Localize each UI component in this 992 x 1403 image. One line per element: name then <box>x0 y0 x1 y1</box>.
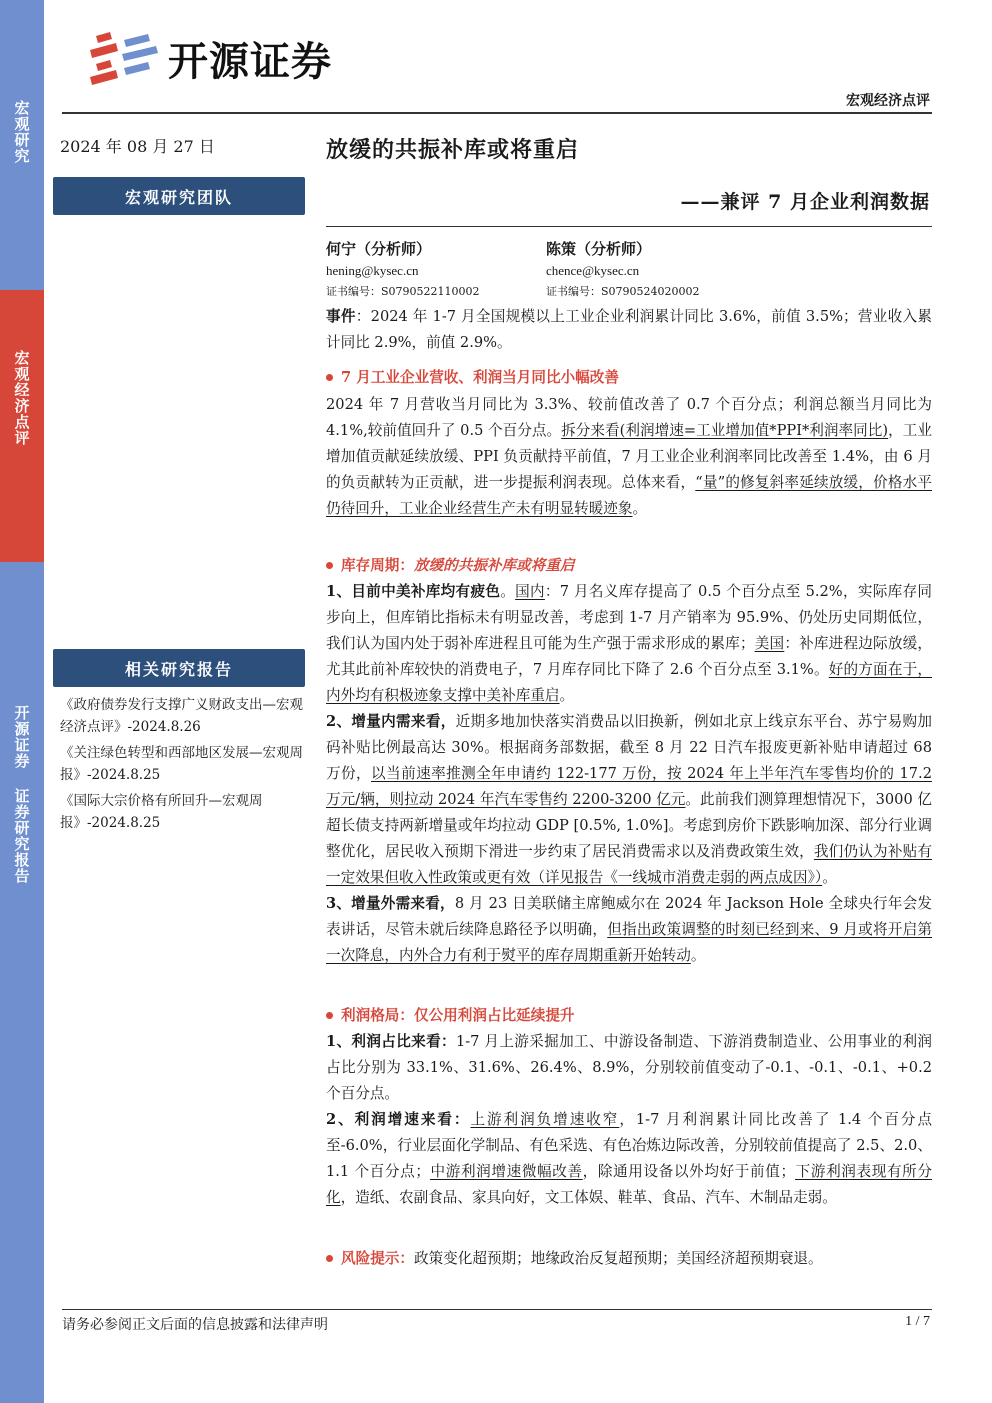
title-divider <box>326 226 932 227</box>
side-label-top: 宏观研究 <box>12 100 31 164</box>
risk-text: 政策变化超预期；地缘政治反复超预期；美国经济超预期衰退。 <box>413 1250 823 1267</box>
side-label-bottom: 开源证券 证券研究报告 <box>12 705 31 884</box>
paragraph-text: ：补库进程边际放缓，尤其此前补库较快的消费电子，7 月库存同比下降了 2.6 个百分点至 3.1%。 <box>326 635 932 678</box>
footer-disclaimer: 请务必参阅正文后面的信息披露和法律声明 <box>62 1317 328 1333</box>
paragraph-text: ，工业增加值贡献延续放缓、PPI 负贡献持平前值，7 月工业企业利润率同比改善至 1.4%，由 6 月的负贡献转为正贡献，进一步提振利润表现。总体来看， <box>326 422 932 491</box>
underlined-text: 美国 <box>754 635 785 652</box>
analyst-cert: 证书编号：S0790522110002 <box>326 285 480 298</box>
paragraph-text: ，1-7 月利润累计同比改善了 1.4 个百分点至-6.0%，行业层面化学制品、有色采选、有色冶炼边际改善，分别较前值提高了 2.5、2.0、1.1 个百分点； <box>326 1111 932 1180</box>
underlined-text: 国内 <box>515 583 545 600</box>
related-reports-list <box>60 694 308 838</box>
related-report-item[interactable]: 《关注绿色转型和西部地区发展—宏观周报》-2024.8.25 <box>60 745 303 783</box>
analyst-name: 陈策（分析师） <box>546 240 652 258</box>
brand-name: 开源证券 <box>168 38 332 85</box>
header-divider <box>62 112 932 114</box>
paragraph-text: 。此前我们测算理想情况下，3000 亿超长债支持两新增量或年均拉动 GDP [0.5%, 1.0%]。考虑到房价下跌影响加深、部分行业调整优化，居民收入预期下滑进一步约束了居民消费需求以及消费政策生效， <box>326 791 932 860</box>
risk-note <box>326 1246 932 1272</box>
section-heading-italic: 放缓的共振补库或将重启 <box>413 557 575 574</box>
section-heading: 库存周期： <box>341 557 414 574</box>
analyst-email[interactable]: hening@kysec.cn <box>326 263 419 278</box>
analyst-card <box>326 238 536 299</box>
report-title: 放缓的共振补库或将重启 <box>326 137 580 163</box>
paragraph-text: ：7 月名义库存提高了 0.5 个百分点至 5.2%，实际库存同步向上，但库销比指标未有明显改善，考虑到 1-7 月产销率为 95.9%、仍处历史同期低位，我们认为国内处于弱补库进程且可能为生产强于需求形成的累库； <box>326 583 932 652</box>
section-heading-sub: 仅公用利润占比延续提升 <box>413 1007 575 1024</box>
paragraph-text: 近期多地加快落实消费品以旧换新，例如北京上线京东平台、苏宁易购加码补贴比例最高达 30%。根据商务部数据，截至 8 月 22 日汽车报废更新补贴申请超过 68 万份， <box>326 713 932 782</box>
paragraph-text: 1-7 月上游采掘加工、中游设备制造、下游消费制造业、公用事业的利润占比分别为 33.1%、31.6%、26.4%、8.9%，分别较前值变动了-0.1、-0.1、-0.1、+0.2 个百分点。 <box>326 1033 932 1102</box>
paragraph-text: ，造纸、农副食品、家具向好，文工体娱、鞋革、食品、汽车、木制品走弱。 <box>340 1189 837 1206</box>
item-lead: 3、增量外需来看， <box>326 895 455 912</box>
brand-mark-icon <box>86 30 158 86</box>
paragraph-text: 8 月 23 日美联储主席鲍威尔在 2024 年 Jackson Hole 全球央行年会发表讲话，尽管未就后续降息路径予以明确， <box>326 895 932 938</box>
related-label: 相关研究报告 <box>53 649 305 687</box>
paragraph-text: 。 <box>559 687 575 704</box>
report-date: 2024 年 08 月 27 日 <box>60 137 215 156</box>
section-profit-structure <box>326 1003 932 1211</box>
item-lead: 2、利润增速来看： <box>326 1111 471 1128</box>
section-sales-profit <box>326 365 932 522</box>
underlined-text: “量”的修复斜率延续放缓，价格水平仍待回升，工业企业经营生产未有明显转暖迹象 <box>326 474 932 517</box>
team-label: 宏观研究团队 <box>53 177 305 215</box>
item-lead: 2、增量内需来看， <box>326 713 456 730</box>
underlined-text: 以当前速率推测全年申请约 122-177 万份，按 2024 年上半年汽车零售均价的 17.2 万元/辆，则拉动 2024 年汽车零售约 2200-3200 亿元 <box>326 765 932 808</box>
item-lead: 1、目前中美补库均有疲色 <box>326 583 501 600</box>
bullet-dot-icon <box>326 1255 333 1262</box>
side-label-middle: 宏观经济点评 <box>12 350 31 446</box>
paragraph-text: 。 <box>632 500 648 517</box>
paragraph-text: 2024 年 7 月营收当月同比为 3.3%、较前值改善了 0.7 个百分点；利润总额当月同比为 4.1%,较前值回升了 0.5 个百分点。 <box>326 396 932 439</box>
underlined-text: 中游利润增速微幅改善 <box>429 1163 583 1180</box>
report-subtitle: ——兼评 7 月企业利润数据 <box>680 191 930 213</box>
underlined-text: 好的方面在于，内外均有积极迹象支撑中美补库重启 <box>326 661 932 704</box>
bullet-dot-icon <box>326 562 333 569</box>
bullet-dot-icon <box>326 1012 333 1019</box>
event-text: ：2024 年 1-7 月全国规模以上工业企业利润累计同比 3.6%，前值 3.5%；营业收入累计同比 2.9%，前值 2.9%。 <box>326 308 932 351</box>
section-heading: 7 月工业企业营收、利润当月同比小幅改善 <box>341 369 619 386</box>
side-strip-bottom <box>0 562 44 1403</box>
paragraph-text: ，除通用设备以外均好于前值； <box>582 1163 796 1180</box>
section-inventory-cycle <box>326 553 932 969</box>
related-report-item[interactable]: 《政府债券发行支撑广义财政支出—宏观经济点评》-2024.8.26 <box>60 697 303 735</box>
bullet-dot-icon <box>326 374 333 381</box>
paragraph-text: 。 <box>822 869 837 886</box>
event-paragraph <box>326 304 932 356</box>
event-label: 事件 <box>326 308 356 325</box>
underlined-text: 下游利润表现有所分化 <box>326 1163 932 1206</box>
related-report-item[interactable]: 《国际大宗价格有所回升—宏观周报》-2024.8.25 <box>60 793 263 831</box>
underlined-text: 但指出政策调整的时刻已经到来、9 月或将开启第一次降息，内外合力有利于熨平的库存周期重新开始转动 <box>326 921 932 964</box>
item-lead: 1、利润占比来看： <box>326 1033 456 1050</box>
page-number: 1 / 7 <box>905 1314 930 1329</box>
paragraph-text: 。 <box>690 947 706 964</box>
risk-label: 风险提示： <box>341 1250 414 1267</box>
underlined-text: 拆分来看(利润增速=工业增加值*PPI*利润率同比) <box>561 422 889 439</box>
section-heading: 利润格局： <box>341 1007 414 1024</box>
footer-divider <box>62 1309 932 1310</box>
underlined-text: 我们仍认为补贴有一定效果但收入性政策或更有效（详见报告《一线城市消费走弱的两点成因》） <box>326 843 932 886</box>
underlined-text: 上游利润负增速收窄 <box>470 1111 620 1128</box>
brand-logo <box>86 28 332 88</box>
analyst-name: 何宁（分析师） <box>326 240 432 258</box>
report-type-tag: 宏观经济点评 <box>846 93 930 109</box>
analyst-card <box>546 238 756 299</box>
analyst-cert: 证书编号：S0790524020002 <box>546 285 700 298</box>
paragraph-text: 。 <box>500 583 516 600</box>
analyst-email[interactable]: chence@kysec.cn <box>546 263 640 278</box>
